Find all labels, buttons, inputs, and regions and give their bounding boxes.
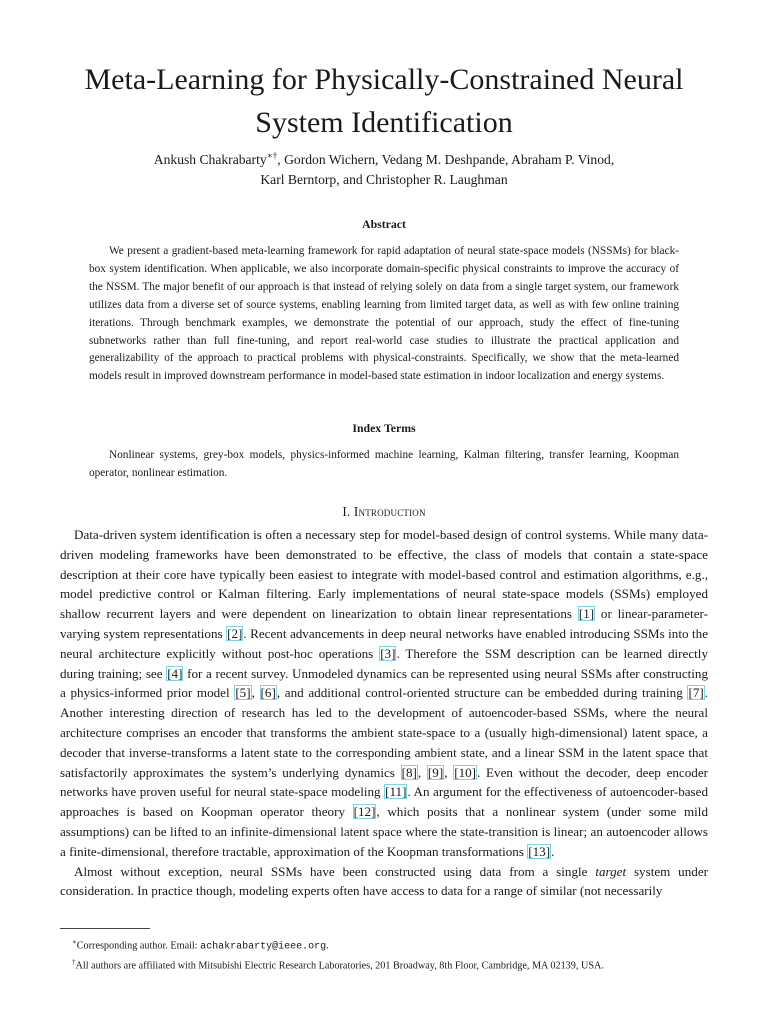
first-author: Ankush Chakrabarty — [153, 152, 267, 167]
other-authors: , Gordon Wichern, Vedang M. Deshpande, Abraham P. Vinod, — [277, 152, 615, 167]
paragraph-1-text: , which posits that a nonlinear system (under some mild assumptions) can be lifted to an infinite-dimensional latent space where the state-transition is linear; an autoencoder allows a finite-dimensional, therefore tractable, approximation of the Koopman transformations — [60, 804, 708, 859]
footnotes — [72, 935, 702, 974]
citation-link[interactable]: [8] — [401, 764, 417, 780]
paragraph-1-text: . — [551, 843, 555, 859]
paragraph-1-text: or linear-parameter-varying system representations — [60, 606, 709, 641]
footnote-2-text: All authors are affiliated with Mitsubishi Electric Research Laboratories, 201 Broadway, 8th Floor, Cambridge, MA 02139, USA. — [75, 960, 604, 972]
paragraph-1-text: Data-driven system identification is often a necessary step for model-based design of control systems. While many data-driven modeling frameworks have been demonstrated to be effective, the class of models that contain a state-space description at their core have typically been easiest to integrate with model-based control and estimation algorithms, e.g., model predictive control or Kalman filtering. Early implementations of neural state-space models (SSMs) employed shallow recurrent layers and were dependent on linearization to obtain linear representations — [60, 527, 708, 622]
authors-line-2: Karl Berntorp, and Christopher R. Laughman — [260, 172, 508, 187]
paragraph-1-text: . Therefore the SSM description can be learned directly during training; see — [60, 645, 708, 681]
paragraph-1-text: . An argument for the effectiveness of autoencoder-based approaches is based on Koopman operator theory — [60, 784, 709, 820]
footnote-1-text: Corresponding author. Email: — [76, 940, 201, 952]
author-list — [80, 150, 688, 190]
author-footnote-marks: ∗† — [266, 150, 278, 161]
citation-link[interactable]: [10] — [454, 764, 477, 780]
footnote-mark-2: † — [72, 957, 76, 966]
index-terms-heading: Index Terms — [352, 421, 416, 435]
paragraph-1-text: , — [251, 685, 260, 701]
title-line-1: Meta-Learning for Physically-Constrained Neural — [84, 63, 684, 96]
index-terms-text: Nonlinear systems, grey-box models, physics-informed machine learning, Kalman filtering, transfer learning, Koopman operator, nonlinear estimation. — [89, 449, 679, 479]
citation-link[interactable]: [6] — [260, 685, 276, 701]
footnote-corresponding-author — [72, 935, 702, 955]
authors-line-1 — [80, 150, 688, 170]
citation-link[interactable]: [9] — [427, 764, 444, 780]
abstract-heading: Abstract — [362, 217, 406, 231]
citation-link[interactable]: [4] — [167, 665, 183, 681]
paragraph-1-text: . Recent advancements in deep neural networks have enabled introducing SSMs into the neural architecture explicitly without post-hoc operations — [60, 625, 709, 661]
email-link[interactable]: achakrabarty@ieee.org — [200, 941, 327, 953]
section-title-introduction: I. Introduction — [342, 504, 426, 519]
footnote-divider — [60, 928, 150, 929]
paragraph-2-text-b: system under consideration. In practice though, modeling experts often have access to data for a range of similar (not necessarily — [60, 863, 708, 899]
citation-link[interactable]: [1] — [578, 606, 595, 622]
citation-link[interactable]: [2] — [227, 625, 243, 641]
abstract-text: We present a gradient-based meta-learning framework for rapid adaptation of neural state-space models (NSSMs) for black-box system identification. When applicable, we also incorporate domain-specific physical constraints to improve the accuracy of the NSSM. The major benefit of our approach is that instead of relying solely on data from a single target system, our framework utilizes data from a diverse set of source systems, enabling learning from limited target data, as well as with few online training iterations. Through benchmark examples, we demonstrate the potential of our approach, study the effect of fine-tuning subnetworks rather than full fine-tuning, and report real-world case studies to illustrate the practical application and generalizability of the approach to practical problems with physical-constraints. Specifically, we show that the meta-learned models result in improved downstream performance in model-based state estimation in indoor localization and energy systems. — [89, 245, 679, 383]
citation-link[interactable]: [7] — [688, 685, 704, 701]
paper-title — [60, 58, 708, 144]
citation-link[interactable]: [12] — [353, 804, 376, 820]
footnote-1-end: . — [326, 940, 329, 952]
introduction-paragraph-2 — [60, 862, 708, 902]
introduction-paragraph-1 — [60, 525, 708, 862]
introduction-body — [60, 525, 708, 901]
citation-link[interactable]: [11] — [385, 784, 407, 800]
citation-link[interactable]: [5] — [235, 685, 251, 701]
paragraph-1-text: , — [417, 764, 427, 780]
citation-link[interactable]: [3] — [380, 645, 396, 661]
title-line-2: System Identification — [255, 106, 513, 139]
citation-link[interactable]: [13] — [528, 843, 551, 859]
paragraph-1-text: , and additional control-oriented structure can be embedded during training — [276, 685, 688, 701]
paragraph-1-text: for a recent survey. Unmodeled dynamics can be represented using neural SSMs after constructing a physics-informed prior model — [60, 665, 708, 701]
paragraph-1-text: . Another interesting direction of research has led to the development of autoencoder-based SSMs, where the neural architecture comprises an encoder that transforms the ambient state-space to a (usually high-dimensional) latent space, a decoder that inverse-transforms a latent state to the corresponding ambient state, and a linear SSM in the latent space that satisfactorily approximates the system’s underlying dynamics — [60, 685, 709, 780]
paragraph-2-text-a: Almost without exception, neural SSMs have been constructed using data from a single — [74, 863, 596, 879]
paragraph-1-text: . Even without the decoder, deep encoder networks have proven useful for neural state-space modeling — [60, 764, 709, 800]
footnote-affiliation — [72, 955, 702, 974]
paragraph-1-text: , — [444, 764, 454, 780]
footnote-mark-1: ∗ — [72, 938, 77, 946]
paragraph-2-italic-target: target — [595, 863, 627, 879]
